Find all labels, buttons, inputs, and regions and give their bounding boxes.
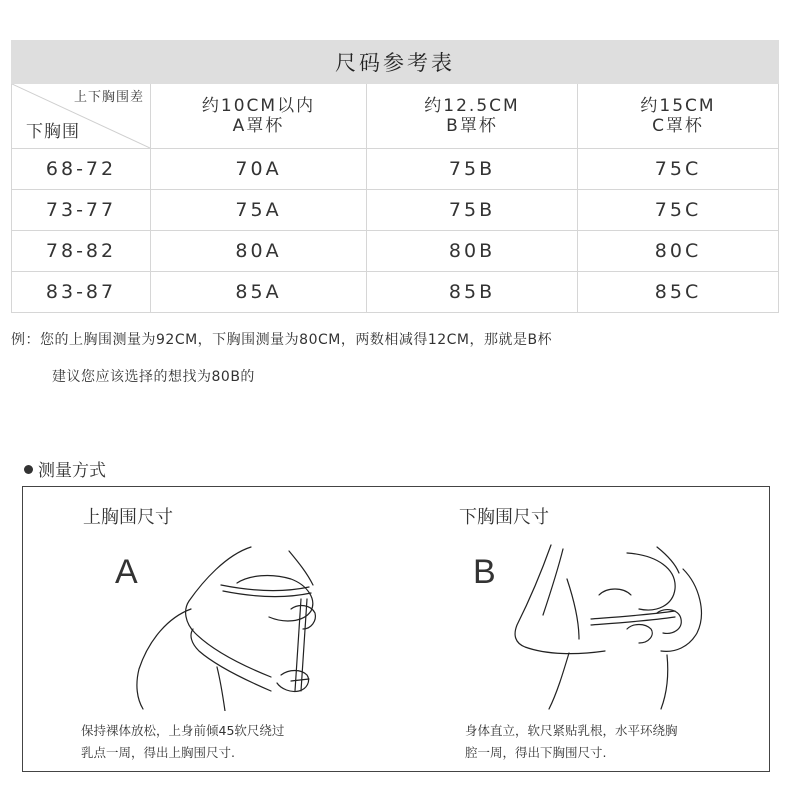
section-title bbox=[24, 456, 106, 481]
panel-a-caption-line1: 保持裸体放松，上身前倾45软尺绕过 bbox=[81, 723, 285, 738]
column-header-line1: 约12.5CM bbox=[424, 96, 520, 116]
corner-top-label: 上下胸围差 bbox=[73, 90, 144, 105]
size-cell: 85A bbox=[151, 272, 367, 313]
panel-a-title: 上胸围尺寸 bbox=[83, 507, 173, 528]
table-row bbox=[12, 272, 779, 313]
size-cell: 80A bbox=[151, 231, 367, 272]
table-row bbox=[12, 149, 779, 190]
panel-b-caption-line2: 腔一周，得出下胸围尺寸. bbox=[465, 745, 607, 760]
column-header-line1: 约10CM以内 bbox=[201, 96, 316, 116]
table-header-row bbox=[12, 84, 779, 149]
size-chart-table bbox=[11, 40, 779, 313]
column-header-a bbox=[151, 84, 367, 149]
example-note-line1: 例：您的上胸围测量为92CM，下胸围测量为80CM，两数相减得12CM，那就是B杯 bbox=[11, 332, 553, 348]
corner-bottom-label: 下胸围 bbox=[26, 122, 80, 142]
underbust-range-cell: 68-72 bbox=[12, 149, 151, 190]
panel-a-letter: A bbox=[115, 553, 138, 591]
underbust-measure-illustration bbox=[507, 543, 707, 711]
size-cell: 70A bbox=[151, 149, 367, 190]
underbust-range-cell: 78-82 bbox=[12, 231, 151, 272]
bullet-icon bbox=[24, 465, 33, 474]
table-row bbox=[12, 231, 779, 272]
column-header-line2: A罩杯 bbox=[232, 116, 285, 136]
size-cell: 85C bbox=[578, 272, 779, 313]
table-title: 尺码参考表 bbox=[12, 41, 779, 84]
section-title-text: 测量方式 bbox=[38, 461, 106, 481]
panel-b-title: 下胸围尺寸 bbox=[459, 507, 549, 528]
underbust-range-cell: 73-77 bbox=[12, 190, 151, 231]
panel-a-caption-line2: 乳点一周，得出上胸围尺寸. bbox=[81, 745, 235, 760]
header-corner-cell bbox=[12, 84, 151, 149]
size-cell: 75C bbox=[578, 149, 779, 190]
column-header-line2: B罩杯 bbox=[446, 116, 498, 136]
bust-measure-illustration bbox=[131, 543, 331, 711]
table-row bbox=[12, 190, 779, 231]
column-header-line2: C罩杯 bbox=[652, 116, 704, 136]
panel-b-letter: B bbox=[473, 553, 496, 591]
size-cell: 85B bbox=[367, 272, 578, 313]
size-cell: 80B bbox=[367, 231, 578, 272]
column-header-c bbox=[578, 84, 779, 149]
underbust-range-cell: 83-87 bbox=[12, 272, 151, 313]
panel-b-caption-line1: 身体直立，软尺紧贴乳根，水平环绕胸 bbox=[465, 723, 678, 738]
measurement-frame bbox=[22, 486, 770, 772]
example-note-line2: 建议您应该选择的想找为80B的 bbox=[52, 369, 255, 385]
size-cell: 75A bbox=[151, 190, 367, 231]
size-cell: 75B bbox=[367, 190, 578, 231]
column-header-b bbox=[367, 84, 578, 149]
size-cell: 75C bbox=[578, 190, 779, 231]
column-header-line1: 约15CM bbox=[640, 96, 716, 116]
size-cell: 80C bbox=[578, 231, 779, 272]
size-cell: 75B bbox=[367, 149, 578, 190]
table-title-row bbox=[12, 41, 779, 84]
